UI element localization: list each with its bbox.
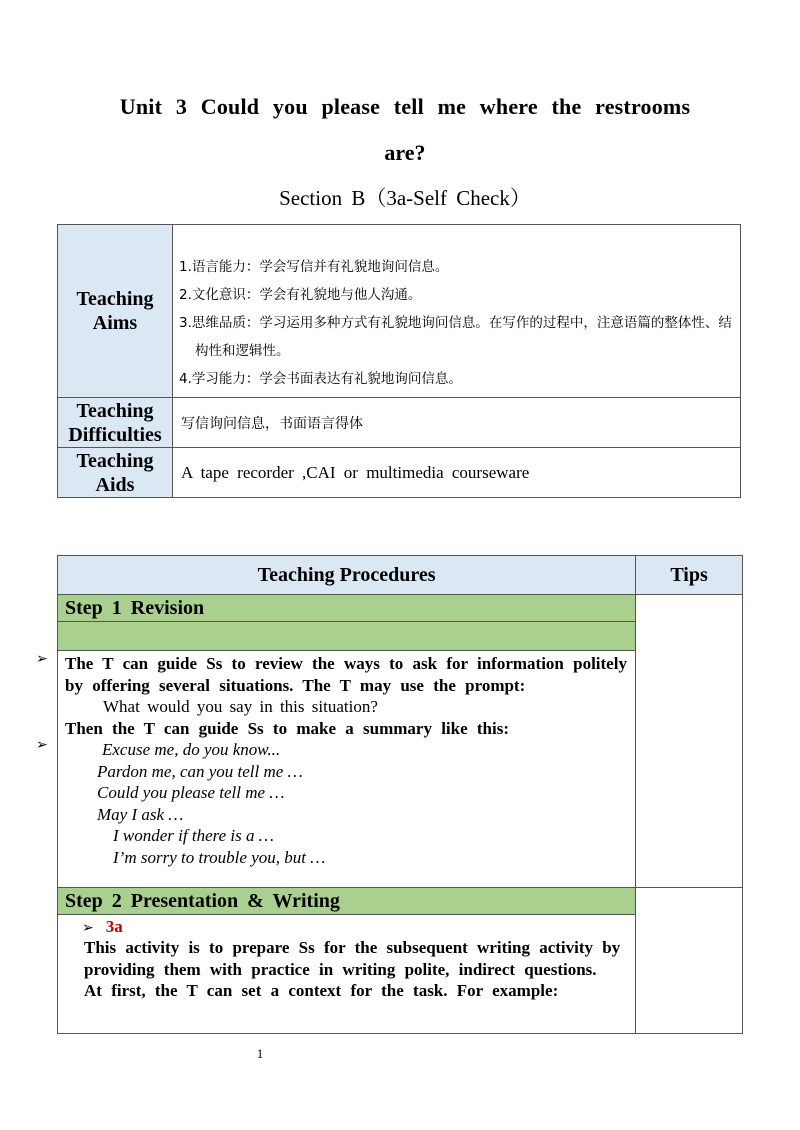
aim-item: 1.语言能力：学会写信并有礼貌地询问信息。: [179, 259, 449, 275]
teaching-aids-label: Teaching Aids: [58, 448, 173, 498]
example-line: I wonder if there is a …: [113, 826, 274, 845]
teaching-aims-table: [57, 224, 741, 498]
teaching-aims-list: [173, 225, 741, 398]
step2-title: Step 2 Presentation & Writing: [58, 888, 636, 915]
example-line: Pardon me, can you tell me …: [97, 761, 303, 781]
step2-tips: [636, 888, 743, 1034]
procedures-header: Teaching Procedures: [58, 556, 636, 595]
aim-item: 4.学习能力：学会书面表达有礼貌地询问信息。: [179, 371, 462, 387]
page-number: 1: [256, 1046, 264, 1061]
step1-paragraph1: The T can guide Ss to review the ways to ask for information politely by offering several situations. The T may use the prompt:: [65, 654, 627, 695]
step1-prompt: What would you say in this situation?: [103, 697, 378, 716]
document-title: Unit 3 Could you please tell me where the restrooms: [119, 94, 691, 119]
step2-paragraph2: At first, the T can set a context for the task. For example:: [84, 981, 559, 1000]
arrow-bullet-icon: ➢: [36, 737, 48, 753]
tips-header: Tips: [636, 556, 743, 595]
teaching-aids-text: A tape recorder ,CAI or multimedia courseware: [173, 448, 741, 498]
step1-subbar: [58, 622, 636, 651]
teaching-difficulties-text: 写信询问信息，书面语言得体: [173, 398, 741, 448]
step2-label: 3a: [105, 917, 123, 936]
aim-item: 2.文化意识：学会有礼貌地与他人沟通。: [179, 287, 422, 303]
step2-content: [58, 915, 636, 1034]
step1-content: [58, 651, 636, 888]
arrow-bullet-icon: ➢: [36, 651, 48, 667]
step1-title: Step 1 Revision: [58, 595, 636, 622]
example-line: I’m sorry to trouble you, but …: [113, 847, 326, 867]
example-line: Could you please tell me …: [97, 783, 285, 802]
section-subtitle: Section B（3a-Self Check）: [279, 186, 531, 210]
teaching-difficulties-label: Teaching Difficulties: [58, 398, 173, 448]
aim-item: 3.思维品质：学习运用多种方式有礼貌地询问信息。在写作的过程中，注意语篇的整体性、结构性和逻辑性。: [179, 315, 732, 359]
teaching-aims-label: Teaching Aims: [58, 225, 173, 398]
step1-paragraph2: Then the T can guide Ss to make a summary like this:: [65, 718, 509, 738]
document-title-continued: are?: [384, 140, 426, 165]
step2-paragraph1: This activity is to prepare Ss for the subsequent writing activity by providing them with practice in writing polite, indirect questions.: [84, 938, 621, 979]
teaching-procedures-table: [57, 555, 743, 1034]
step1-tips: [636, 595, 743, 888]
arrow-bullet-icon: ➢: [82, 920, 94, 936]
example-line: May I ask …: [97, 804, 184, 824]
example-line: Excuse me, do you know...: [102, 740, 281, 759]
